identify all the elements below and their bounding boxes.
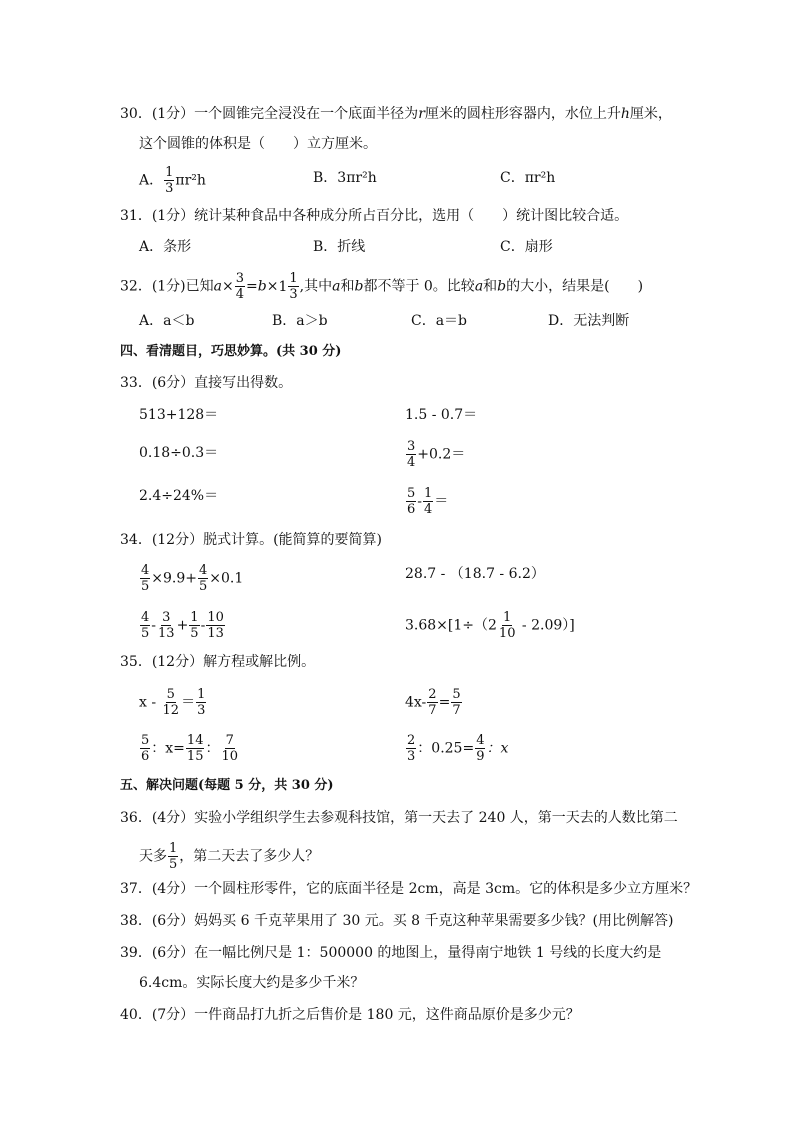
fraction: $\frac{1}{3}$ bbox=[165, 165, 174, 196]
q40-stem: 40．(7分）一件商品打九折之后售价是 180 元，这件商品原价是多少元？ bbox=[120, 1007, 580, 1023]
q34-expr-3: $\frac{4}{5}$ - $\frac{3}{13}$ + $\frac{1}{5}$ - $\frac{10}{13}$ bbox=[141, 610, 224, 641]
q36-line1: 36．(4分）实验小学组织学生去参观科技馆，第一天去了 240 人，第一天去的人数比第二 bbox=[120, 810, 678, 826]
q37-stem: 37．(4分）一个圆柱形零件，它的底面半径是 2cm，高是 3cm。它的体积是多少立方厘米？ bbox=[120, 881, 698, 897]
q32-stem: 32．(1分)已知a× $\frac{3}{4}$ =b× 1 1 3 ,其中a和b都不等于 0。比较a和b的大小，结果是( ) bbox=[120, 271, 644, 302]
mixed-number: 1 1 3 bbox=[278, 271, 298, 302]
q31-option-c[interactable]: C．扇形 bbox=[500, 239, 553, 255]
q36-line2: 天多 $\frac{1}{5}$ ，第二天去了多少人？ bbox=[139, 841, 320, 872]
q34-expr-2: 28.7 - （18.7 - 6.2） bbox=[405, 566, 545, 582]
q30-option-b[interactable]: B．3πr²h bbox=[313, 170, 377, 186]
q35-proportion-2: $\frac{2}{3}$ ：0.25= $\frac{4}{9}$ ：x bbox=[407, 733, 509, 764]
q30-option-c[interactable]: C．πr²h bbox=[500, 170, 556, 186]
q33-expr-4: $\frac{3}{4}$ +0.2＝ bbox=[407, 439, 466, 470]
q31-option-b[interactable]: B．折线 bbox=[313, 239, 366, 255]
q32-option-a[interactable]: A．a＜b bbox=[139, 313, 195, 329]
q33-stem: 33．(6分）直接写出得数。 bbox=[120, 375, 293, 391]
section-4-title: 四、看清题目，巧思妙算。(共 30 分) bbox=[120, 344, 342, 359]
q39-line2: 6.4cm。实际长度大约是多少千米？ bbox=[139, 975, 365, 991]
q30-line2: 这个圆锥的体积是（ ）立方厘米。 bbox=[139, 136, 377, 152]
section-5-title: 五、解决问题(每题 5 分，共 30 分) bbox=[120, 778, 334, 793]
q31-option-a[interactable]: A．条形 bbox=[139, 239, 192, 255]
q30-option-a[interactable]: A． $\frac{1}{3}$ πr²h bbox=[139, 165, 206, 196]
q39-line1: 39．(6分）在一幅比例尺是 1：500000 的地图上，量得南宁地铁 1 号线的长度大约是 bbox=[120, 945, 662, 961]
q33-expr-2: 1.5 - 0.7＝ bbox=[405, 407, 478, 423]
q32-option-c[interactable]: C．a＝b bbox=[411, 313, 468, 329]
q34-expr-1: $\frac{4}{5}$ ×9.9+ $\frac{4}{5}$ ×0.1 bbox=[141, 563, 244, 594]
q35-stem: 35．(12分）解方程或解比例。 bbox=[120, 654, 316, 670]
q32-option-b[interactable]: B．a＞b bbox=[272, 313, 328, 329]
q35-proportion-1: $\frac{5}{6}$ ：x= $\frac{14}{15}$ ： $\frac{7}{10}$ bbox=[141, 733, 239, 764]
q34-stem: 34．(12分）脱式计算。(能简算的要简算) bbox=[120, 532, 383, 548]
q33-expr-1: 513+128＝ bbox=[139, 407, 219, 423]
q35-equation-2: 4x- $\frac{2}{7}$ = $\frac{5}{7}$ bbox=[405, 687, 461, 718]
q35-equation-1: x - $\frac{5}{12}$ ＝ $\frac{1}{3}$ bbox=[139, 687, 206, 718]
fraction: $\frac{3}{4}$ bbox=[235, 271, 245, 302]
q33-expr-3: 0.18÷0.3＝ bbox=[139, 445, 219, 461]
q38-stem: 38．(6分）妈妈买 6 千克苹果用了 30 元。买 8 千克这种苹果需要多少钱？(用比例解答) bbox=[120, 913, 674, 929]
q31-stem: 31．(1分）统计某种食品中各种成分所占百分比，选用（ ）统计图比较合适。 bbox=[120, 208, 629, 224]
q30-line1: 30．(1分）一个圆锥完全浸没在一个底面半径为r厘米的圆柱形容器内，水位上升h厘米， bbox=[120, 106, 672, 122]
q32-option-d[interactable]: D．无法判断 bbox=[548, 313, 630, 329]
q33-expr-5: 2.4÷24%＝ bbox=[139, 488, 219, 504]
q33-expr-6: $\frac{5}{6}$ - $\frac{1}{4}$ ＝ bbox=[407, 486, 449, 517]
q34-expr-4: 3.68×[1÷（2 $\frac{1}{10}$ - 2.09）] bbox=[405, 610, 575, 641]
